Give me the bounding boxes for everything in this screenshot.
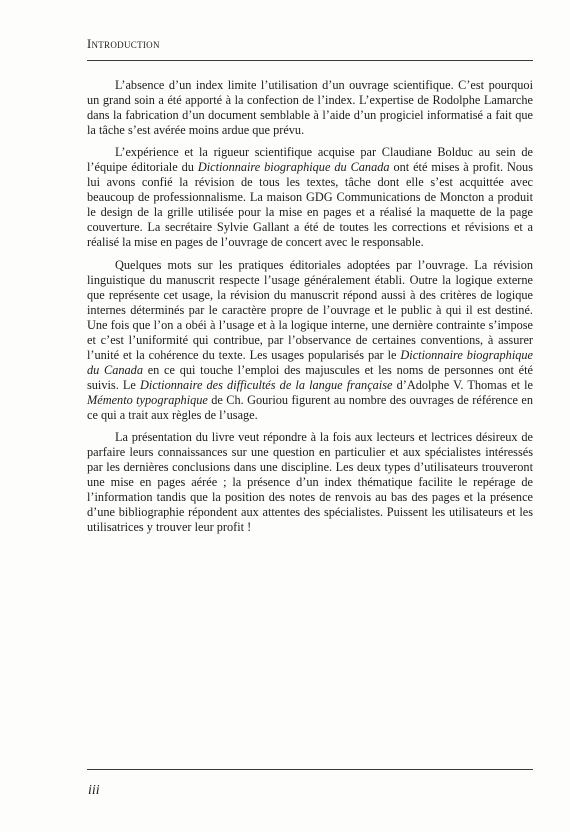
text-run: L’absence d’un index limite l’utilisation d’un ouvrage scientifique. C’est pourquoi un grand soin a été apporté à la confection de l’index. L’expertise de Rodolphe Lamarche dans la fabrication d’un document semblable à l’aide d’un progiciel informatisé a fait que la tâche s’est avérée moins ardue que prévu. bbox=[87, 78, 533, 138]
paragraph-3 bbox=[87, 258, 533, 424]
text-run: Quelques mots sur les pratiques éditoriales adoptées par l’ouvrage. La révision linguistique du manuscrit respecte l’usage généralement établi. Outre la logique externe que représente cet usage, la révision du manuscrit répond aussi à des critères de logique internes déterminés par le caractère propre de l’ouvrage et le public à qui il est destiné. Une fois que l’on a obéi à l’usage et à la logique interne, une dernière contrainte s’impose et c’est l’uniformité qui contribue, par l’observance de certaines conventions, à assurer l’unité et la cohérence du texte. Les usages popularisés par le bbox=[87, 257, 533, 362]
text-run: de Ch. Gouriou figurent au nombre des ouvrages de référence en ce qui a trait aux règles de l’usage. bbox=[87, 392, 533, 422]
book-title: Dictionnaire biographique du Canada bbox=[87, 347, 533, 377]
text-run: d’Adolphe V. Thomas et le bbox=[392, 377, 533, 392]
text-run: en ce qui touche l’emploi des majuscules et les noms de personnes ont été suivis. Le bbox=[87, 362, 533, 392]
book-title: Dictionnaire des difficultés de la langue française bbox=[140, 377, 393, 392]
book-title: Dictionnaire biographique du Canada bbox=[197, 160, 390, 175]
header-rule bbox=[87, 60, 533, 61]
text-run: L’expérience et la rigueur scientifique acquise par Claudiane Bolduc au sein de l’équipe éditoriale du bbox=[87, 145, 533, 175]
book-title: Mémento typographique bbox=[87, 392, 208, 407]
running-header: Introduction bbox=[87, 37, 160, 51]
footer-rule bbox=[87, 769, 533, 770]
text-run: ont été mises à profit. Nous lui avons confié la révision de tous les textes, tâche dont elle s’est acquittée avec beaucoup de professionnalisme. La maison GDG Communications de Moncton a produit le design de la grille utilisée pour la mise en pages et a réalisé la maquette de la page couverture. La secrétaire Sylvie Gallant a été de toutes les corrections et révisions et a réalisé la mise en pages de l’ouvrage de concert avec le responsable. bbox=[87, 160, 533, 250]
page-number: iii bbox=[88, 783, 100, 798]
body-text bbox=[87, 78, 533, 542]
paragraph-2 bbox=[87, 145, 533, 250]
paragraph-1 bbox=[87, 78, 533, 138]
text-run: La présentation du livre veut répondre à la fois aux lecteurs et lectrices désireux de parfaire leurs connaissances sur une question en particulier et aux spécialistes intéressés par les dernières conclusions dans une discipline. Les deux types d’utilisateurs trouveront une mise en pages aérée ; la présence d’un index thématique facilite le repérage de l’information tandis que la position des notes de renvois au bas des pages et la présence d’une bibliographie répondent aux attentes des spécialistes. Puissent les utilisateurs et les utilisatrices y trouver leur profit ! bbox=[87, 430, 533, 535]
paragraph-4 bbox=[87, 430, 533, 535]
